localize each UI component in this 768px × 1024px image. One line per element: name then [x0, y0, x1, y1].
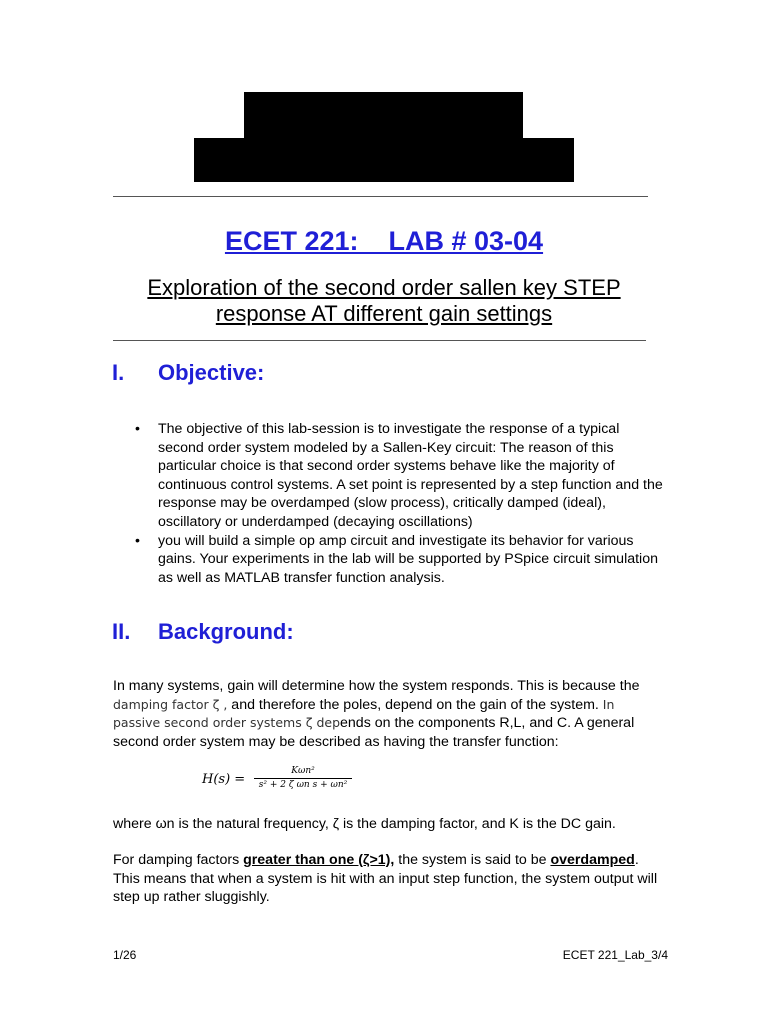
section-title: Background:	[158, 619, 294, 644]
bullet-icon: •	[135, 532, 140, 549]
header-divider	[113, 196, 648, 197]
lab-title: ECET 221: LAB # 03-04	[224, 226, 544, 256]
section-title: Objective:	[158, 360, 265, 385]
background-paragraph-1: In many systems, gain will determine how the system responds. This is because the damping factor ζ , and therefore the poles, depend on the gain of the system. In passive second order systems ζ depends on the components R,L, and C. A general second order system may be described as having the transfer function:	[113, 678, 640, 750]
objective-list	[135, 420, 665, 587]
section-number: I.	[112, 360, 125, 385]
formula-fraction	[254, 766, 352, 791]
section-heading-background	[112, 619, 294, 645]
formula-denominator: s² + 2 ζ ωn s + ωn²	[258, 780, 348, 790]
redacted-header-top	[244, 92, 523, 138]
title-divider	[113, 340, 646, 341]
section-number: II.	[112, 619, 131, 644]
bullet-icon: •	[135, 421, 140, 437]
redacted-header-bottom	[194, 138, 574, 182]
list-item: • you will build a simple op amp circuit and investigate its behavior for various gains. Your experiments in the lab will be supported by PSpice circuit simulation as well as MATLAB transfer function analysis.	[135, 532, 658, 586]
list-item: • The objective of this lab-session is to investigate the response of a typical second order system modeled by a Sallen-Key circuit: The reason of this particular choice is that second order systems behave like the majority of continuous control systems. A set point is represented by a step function and the response may be overdamped (slow process), critically damped (ideal), oscillatory or underdamped (decaying oscillations)	[135, 421, 663, 530]
formula-numerator: Kωn²	[291, 766, 315, 776]
footer-doc-name: ECET 221_Lab_3/4	[562, 948, 668, 962]
formula-lhs: H(s) =	[202, 772, 246, 787]
background-paragraph-2: where ωn is the natural frequency, ζ is the damping factor, and K is the DC gain.	[113, 816, 616, 832]
lab-subtitle: Exploration of the second order sallen key STEP response AT different gain settings	[147, 275, 621, 326]
page-number: 1/26	[113, 948, 137, 962]
background-paragraph-3: For damping factors greater than one (ζ>1), the system is said to be overdamped. This means that when a system is hit with an input step function, the system output will step up rather sluggishly.	[113, 852, 658, 906]
section-heading-objective	[112, 360, 264, 386]
fraction-bar	[254, 778, 352, 779]
